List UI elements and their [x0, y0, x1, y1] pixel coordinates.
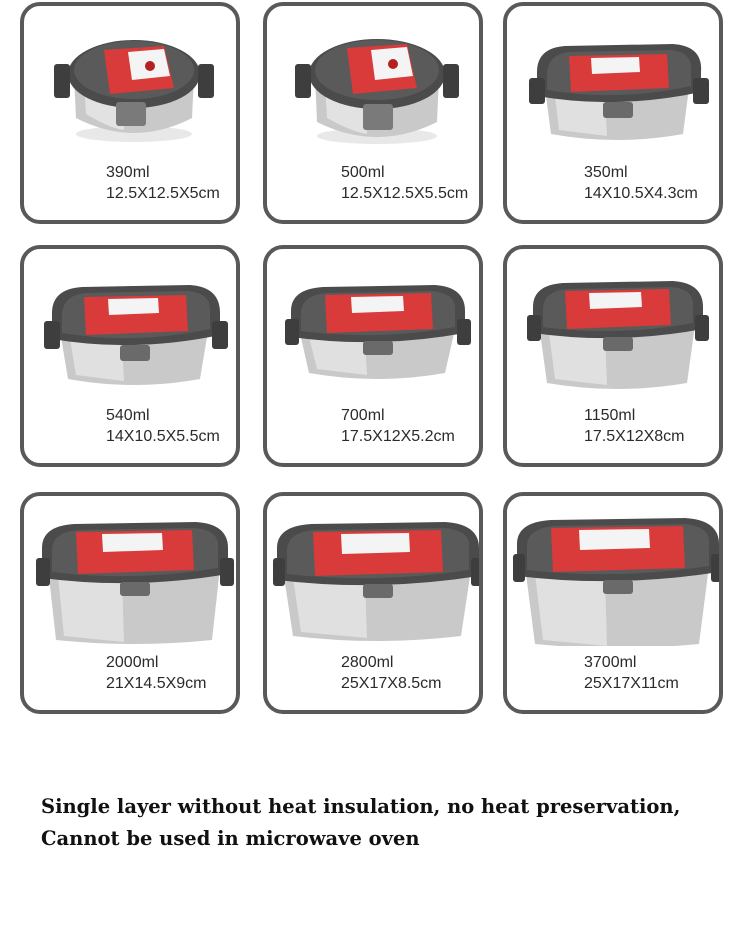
capacity-label: 540ml — [106, 407, 150, 424]
size-label: 12.5X12.5X5.5cm — [341, 185, 469, 202]
size-label: 17.5X12X5.2cm — [341, 428, 455, 445]
capacity-label: 3700ml — [584, 654, 637, 671]
size-label: 12.5X12.5X5cm — [106, 185, 220, 202]
capacity-label: 2000ml — [106, 654, 159, 671]
container-image — [507, 249, 723, 399]
container-image — [507, 6, 723, 156]
product-card-540ml[interactable] — [20, 245, 240, 467]
product-card-350ml[interactable] — [503, 2, 723, 224]
size-label: 14X10.5X4.3cm — [584, 185, 698, 202]
size-label: 25X17X8.5cm — [341, 675, 442, 692]
usage-note-line-2: Cannot be used in microwave oven — [41, 827, 420, 850]
usage-note — [41, 791, 746, 855]
size-label: 21X14.5X9cm — [106, 675, 207, 692]
capacity-label: 350ml — [584, 164, 628, 181]
size-label: 17.5X12X8cm — [584, 428, 685, 445]
usage-note-line-1: Single layer without heat insulation, no heat preservation, — [41, 795, 681, 818]
capacity-label: 390ml — [106, 164, 150, 181]
product-card-2800ml[interactable] — [263, 492, 483, 714]
product-card-1150ml[interactable] — [503, 245, 723, 467]
container-image — [507, 496, 723, 646]
container-image — [24, 249, 240, 399]
container-image — [24, 496, 240, 646]
capacity-label: 500ml — [341, 164, 385, 181]
container-image — [267, 6, 483, 156]
size-label: 14X10.5X5.5cm — [106, 428, 220, 445]
container-image — [267, 496, 483, 646]
product-card-500ml[interactable] — [263, 2, 483, 224]
container-image — [24, 6, 240, 156]
capacity-label: 2800ml — [341, 654, 394, 671]
capacity-label: 1150ml — [584, 407, 636, 424]
product-card-2000ml[interactable] — [20, 492, 240, 714]
product-card-3700ml[interactable] — [503, 492, 723, 714]
size-label: 25X17X11cm — [584, 675, 679, 692]
container-image — [267, 249, 483, 399]
capacity-label: 700ml — [341, 407, 385, 424]
product-card-390ml[interactable] — [20, 2, 240, 224]
product-card-700ml[interactable] — [263, 245, 483, 467]
